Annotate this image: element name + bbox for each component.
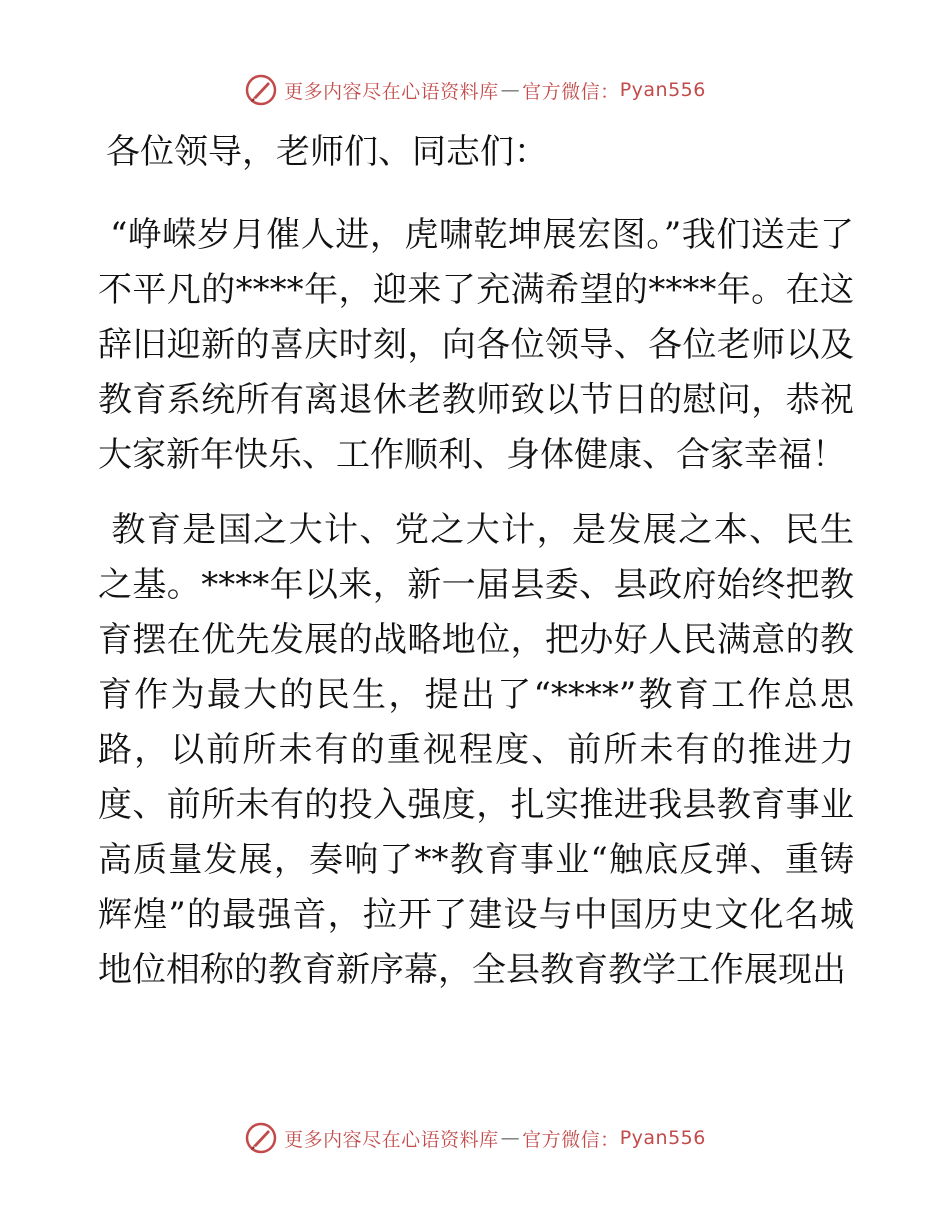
banner-text: 更多内容尽在心语资料库 — [284, 1128, 499, 1151]
banner-separator: — — [500, 1127, 521, 1149]
paragraph-text: 教育是国之大计、党之大计，是发展之本、民生之基。****年以来，新一届县委、县政府始终把教育摆在优先发展的战略地位，把办好人民满意的教育作为最大的民生，提出了“****”教育工作总思路，以前所未有的重视程度、前所未有的推进力度、前所未有的投入强度，扎实推进我县教育事业高质量发展，奏响了**教育事业“触底反弹、重铸辉煌”的最强音，拉开了建设与中国历史文化名城地位相称的教育新序幕，全县教育教学工作展现出 — [98, 510, 854, 990]
header-watermark-banner — [0, 70, 950, 110]
document-body — [98, 112, 854, 1018]
paragraph-text: “峥嵘岁月催人进，虎啸乾坤展宏图。”我们送走了不平凡的****年，迎来了充满希望的****年。在这辞旧迎新的喜庆时刻，向各位领导、各位老师以及教育系统所有离退休老教师致以节日的慰问，恭祝大家新年快乐、工作顺利、身体健康、合家幸福！ — [98, 215, 854, 475]
quill-pen-logo-icon — [244, 1121, 278, 1155]
paragraph-education-development — [98, 503, 854, 998]
banner-wechat-id: Pyan556 — [619, 1127, 706, 1149]
banner-wechat-label: 官方微信： — [522, 1128, 620, 1151]
banner-wechat-label: 官方微信： — [522, 80, 620, 103]
banner-wechat-id: Pyan556 — [619, 79, 706, 101]
footer-watermark-banner — [0, 1118, 950, 1158]
paragraph-new-year-greeting — [98, 208, 854, 483]
banner-text: 更多内容尽在心语资料库 — [284, 80, 499, 103]
salutation: 各位领导，老师们、同志们： — [106, 132, 548, 172]
banner-separator: — — [500, 79, 521, 101]
quill-pen-logo-icon — [244, 73, 278, 107]
